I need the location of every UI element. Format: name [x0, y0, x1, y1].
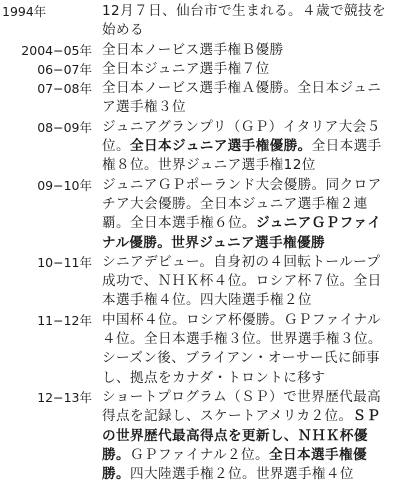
highlight-text: 全日本選手権優勝。	[102, 446, 367, 483]
timeline-description	[102, 388, 392, 484]
description-text: 12月７日、仙台市で生まれる。４歳で競技を始める	[102, 3, 386, 39]
timeline-description	[102, 176, 392, 253]
highlight-text: ＳＰの世界歴代最高得点を更新し、ＮＨＫ杯優勝。	[102, 408, 381, 463]
description-text: ショートプログラム（ＳＰ）で世界歴代最高得点を記録し、スケートアメリカ２位。	[102, 388, 382, 425]
timeline-period: 07−08年	[37, 81, 92, 97]
timeline-description	[102, 41, 392, 60]
description-text: 全日本ジュニア選手権７位	[102, 60, 270, 77]
timeline-entry	[0, 388, 400, 484]
timeline-period: 12−13年	[37, 389, 92, 405]
timeline-period: 08−09年	[37, 119, 92, 135]
timeline-description	[102, 2, 392, 41]
timeline-period: 1994年	[2, 4, 47, 19]
timeline-entry	[0, 118, 400, 176]
timeline-entry	[0, 253, 400, 311]
timeline-entry	[0, 311, 400, 388]
timeline-entry	[0, 79, 400, 118]
timeline-entry	[0, 60, 400, 79]
description-text: ジュニアグランプリ（ＧＰ）イタリア大会５位。	[102, 118, 381, 155]
timeline-period: 06−07年	[37, 61, 92, 77]
description-text: 全日本選手権８位。世界ジュニア選手権12位	[102, 138, 382, 174]
timeline-description	[102, 311, 392, 388]
timeline-description	[102, 60, 392, 79]
timeline-period: 11−12年	[37, 312, 92, 328]
timeline-period: 09−10年	[37, 177, 92, 193]
description-text: シニアデビュー。自身初の４回転トーループ成功で、ＮＨＫ杯４位。ロシア杯７位。全日本選手権４位。四大陸選手権２位	[102, 253, 382, 309]
highlight-text: ジュニアＧＰファイナル優勝。世界ジュニア選手権優勝	[102, 215, 382, 251]
description-text: 全日本ノービス選手権Ｂ優勝	[102, 41, 284, 58]
timeline-entry	[0, 41, 400, 60]
description-text: 中国杯４位。ロシア杯優勝。ＧＰファイナル４位。全日本選手権３位。世界選手権３位。シーズン後、ブライアン・オーサー氏に師事し、拠点をカナダ・トロントに移す	[102, 311, 382, 386]
timeline-description	[102, 253, 392, 311]
timeline-period: 2004−05年	[21, 42, 92, 58]
timeline-description	[102, 79, 392, 118]
timeline-entry	[0, 176, 400, 253]
timeline-description	[102, 118, 392, 176]
description-text: 全日本ノービス選手権Ａ優勝。全日本ジュニア選手権３位	[102, 80, 382, 116]
timeline-period: 10−11年	[37, 254, 92, 270]
description-text: ＧＰファイナル２位。	[130, 446, 269, 463]
description-text: ジュニアＧＰポーランド大会優勝。同クロアチア大会優勝。全日本ジュニア選手権２連覇。全日本選手権６位。	[102, 176, 382, 232]
highlight-text: 全日本ジュニア選手権優勝。	[130, 138, 312, 155]
timeline-entry	[0, 2, 400, 41]
description-text: 四大陸選手権２位。世界選手権４位	[130, 466, 354, 483]
